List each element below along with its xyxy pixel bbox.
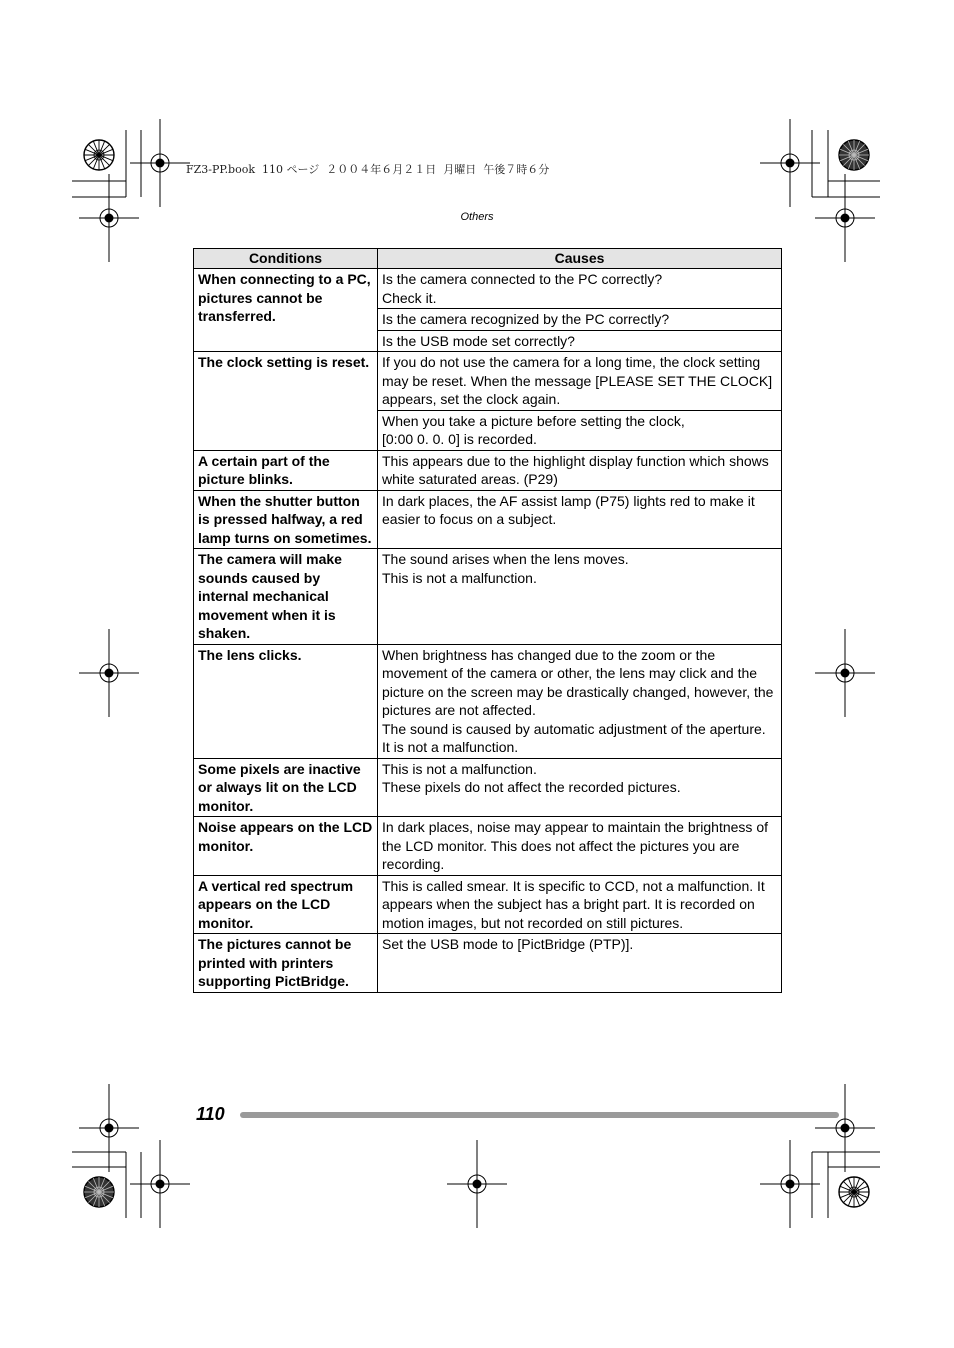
table-row <box>194 490 782 549</box>
condition-cell: When connecting to a PC, pictures cannot be transferred. <box>194 269 378 352</box>
print-file-info: FZ3-PP.book 110 ページ ２００４年６月２１日 月曜日 午後７時６分 <box>186 163 550 176</box>
table-row <box>194 549 782 645</box>
condition-cell: The lens clicks. <box>194 644 378 758</box>
table-row <box>194 269 782 309</box>
table-row <box>194 450 782 490</box>
cause-cell: This appears due to the highlight display function which shows white saturated areas. (P29) <box>378 450 782 490</box>
condition-cell: The clock setting is reset. <box>194 352 378 451</box>
section-title: Others <box>460 211 494 223</box>
condition-cell: A certain part of the picture blinks. <box>194 450 378 490</box>
cause-cell: This is not a malfunction. These pixels do not affect the recorded pictures. <box>378 758 782 817</box>
column-header-causes: Causes <box>378 249 782 269</box>
cause-cell: When brightness has changed due to the zoom or the movement of the camera or other, the lens may click and the picture on the screen may be drastically changed, however, the pictures are not affected. The sound is caused by automatic adjustment of the aperture. It is not a malfunction. <box>378 644 782 758</box>
condition-cell: Noise appears on the LCD monitor. <box>194 817 378 876</box>
cause-cell: If you do not use the camera for a long time, the clock setting may be reset. When the message [PLEASE SET THE CLOCK] appears, set the clock again. <box>378 352 782 411</box>
page-number: 110 <box>196 1104 225 1124</box>
cause-cell: The sound arises when the lens moves. This is not a malfunction. <box>378 549 782 645</box>
page-footer-bar <box>240 1112 839 1118</box>
condition-cell: The pictures cannot be printed with printers supporting PictBridge. <box>194 934 378 993</box>
table-row <box>194 758 782 817</box>
column-header-conditions: Conditions <box>194 249 378 269</box>
cause-cell: Is the camera recognized by the PC correctly? <box>378 309 782 331</box>
cause-cell: In dark places, the AF assist lamp (P75) lights red to make it easier to focus on a subject. <box>378 490 782 549</box>
cause-cell: When you take a picture before setting the clock, [0:00 0. 0. 0] is recorded. <box>378 410 782 450</box>
condition-cell: Some pixels are inactive or always lit on the LCD monitor. <box>194 758 378 817</box>
condition-cell: A vertical red spectrum appears on the LCD monitor. <box>194 875 378 934</box>
condition-cell: The camera will make sounds caused by internal mechanical movement when it is shaken. <box>194 549 378 645</box>
table-header-row <box>194 249 782 269</box>
table-row <box>194 644 782 758</box>
condition-cell: When the shutter button is pressed halfway, a red lamp turns on sometimes. <box>194 490 378 549</box>
table-row <box>194 352 782 411</box>
table-row <box>194 934 782 993</box>
cause-cell: Is the camera connected to the PC correctly? Check it. <box>378 269 782 309</box>
troubleshooting-table <box>193 248 782 993</box>
cause-cell: Set the USB mode to [PictBridge (PTP)]. <box>378 934 782 993</box>
table-row <box>194 875 782 934</box>
cause-cell: In dark places, noise may appear to maintain the brightness of the LCD monitor. This does not affect the pictures you are recording. <box>378 817 782 876</box>
cause-cell: Is the USB mode set correctly? <box>378 330 782 352</box>
table-row <box>194 817 782 876</box>
cause-cell: This is called smear. It is specific to CCD, not a malfunction. It appears when the subject has a bright part. It is recorded on motion images, but not recorded on still pictures. <box>378 875 782 934</box>
